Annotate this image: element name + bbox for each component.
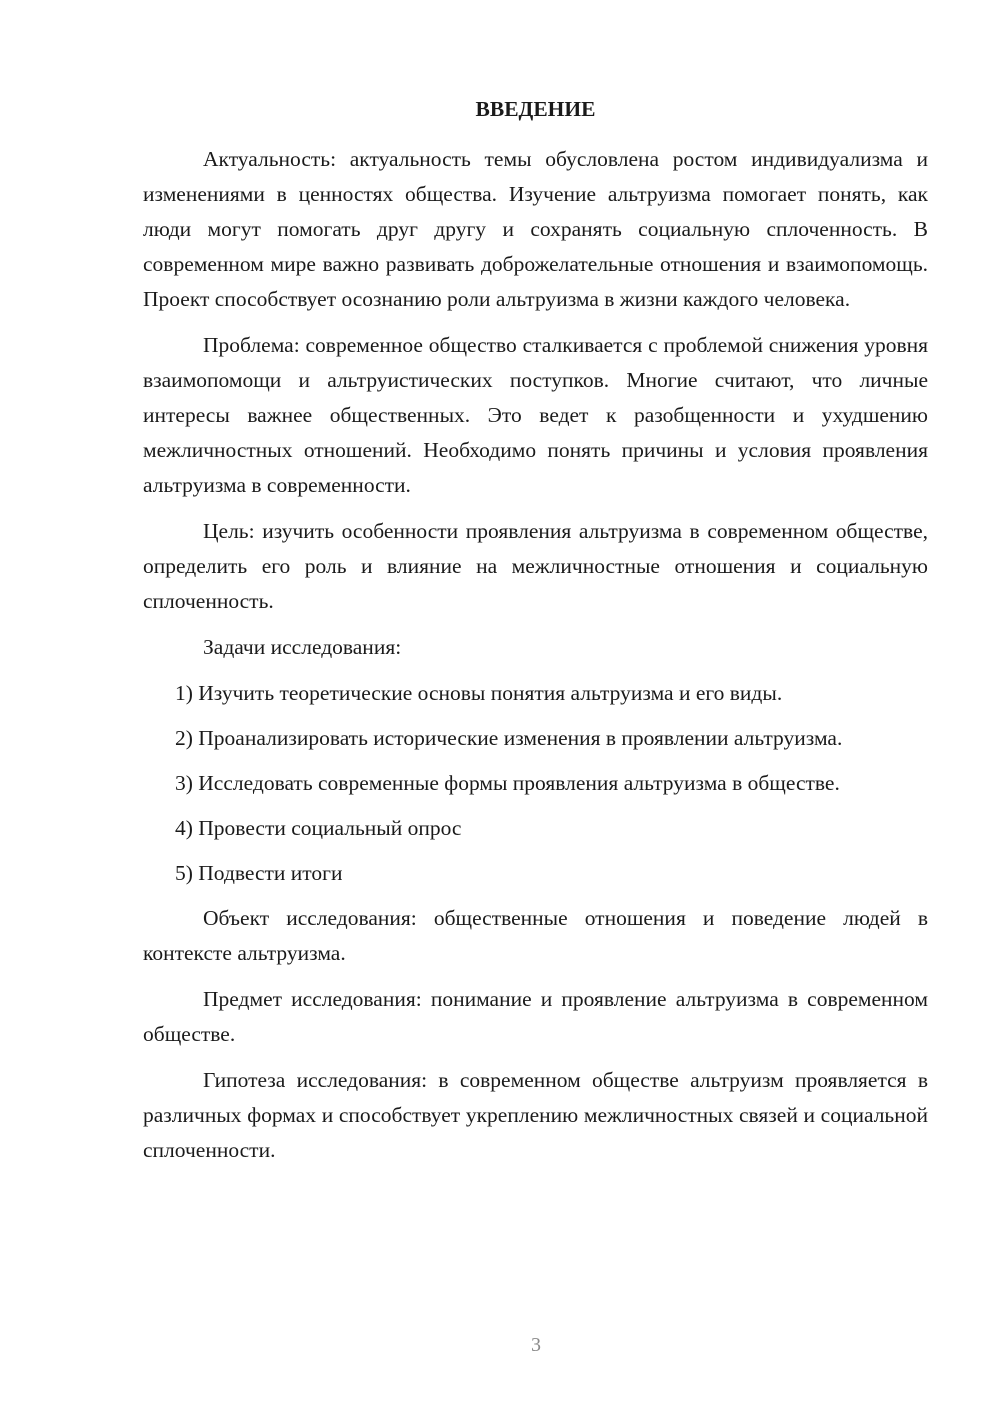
list-item: 4) Провести социальный опрос [175, 816, 462, 840]
section-title: ВВЕДЕНИЕ [475, 97, 596, 121]
subject-paragraph: Предмет исследования: понимание и проявление альтруизма в современном обществе. [143, 987, 928, 1046]
goal-paragraph: Цель: изучить особенности проявления альтруизма в современном обществе, определить его роль и влияние на межличностные отношения и социальную сплоченность. [143, 519, 928, 613]
relevance-paragraph: Актуальность: актуальность темы обусловлена ростом индивидуализма и изменениями в ценностях общества. Изучение альтруизма помогает понять, как люди могут помогать друг другу и сохранять социальную сплоченность. В современном мире важно развивать доброжелательные отношения и взаимопомощь. Проект способствует осознанию роли альтруизма в жизни каждого человека. [143, 147, 928, 311]
list-item: 1) Изучить теоретические основы понятия альтруизма и его виды. [175, 681, 783, 705]
list-item: 3) Исследовать современные формы проявления альтруизма в обществе. [175, 771, 840, 795]
tasks-list [143, 676, 928, 891]
hypothesis-paragraph: Гипотеза исследования: в современном обществе альтруизм проявляется в различных формах и способствует укреплению межличностных связей и социальной сплоченности. [143, 1068, 928, 1162]
problem-paragraph: Проблема: современное общество сталкивается с проблемой снижения уровня взаимопомощи и альтруистических поступков. Многие считают, что личные интересы важнее общественных. Это ведет к разобщенности и ухудшению межличностных отношений. Необходимо понять причины и условия проявления альтруизма в современности. [143, 333, 928, 497]
document-page [143, 92, 928, 1179]
list-item: 2) Проанализировать исторические изменения в проявлении альтруизма. [175, 726, 843, 750]
object-paragraph: Объект исследования: общественные отношения и поведение людей в контексте альтруизма. [143, 906, 928, 965]
page-number: 3 [531, 1334, 541, 1356]
list-item: 5) Подвести итоги [175, 861, 343, 885]
tasks-heading: Задачи исследования: [203, 635, 402, 659]
